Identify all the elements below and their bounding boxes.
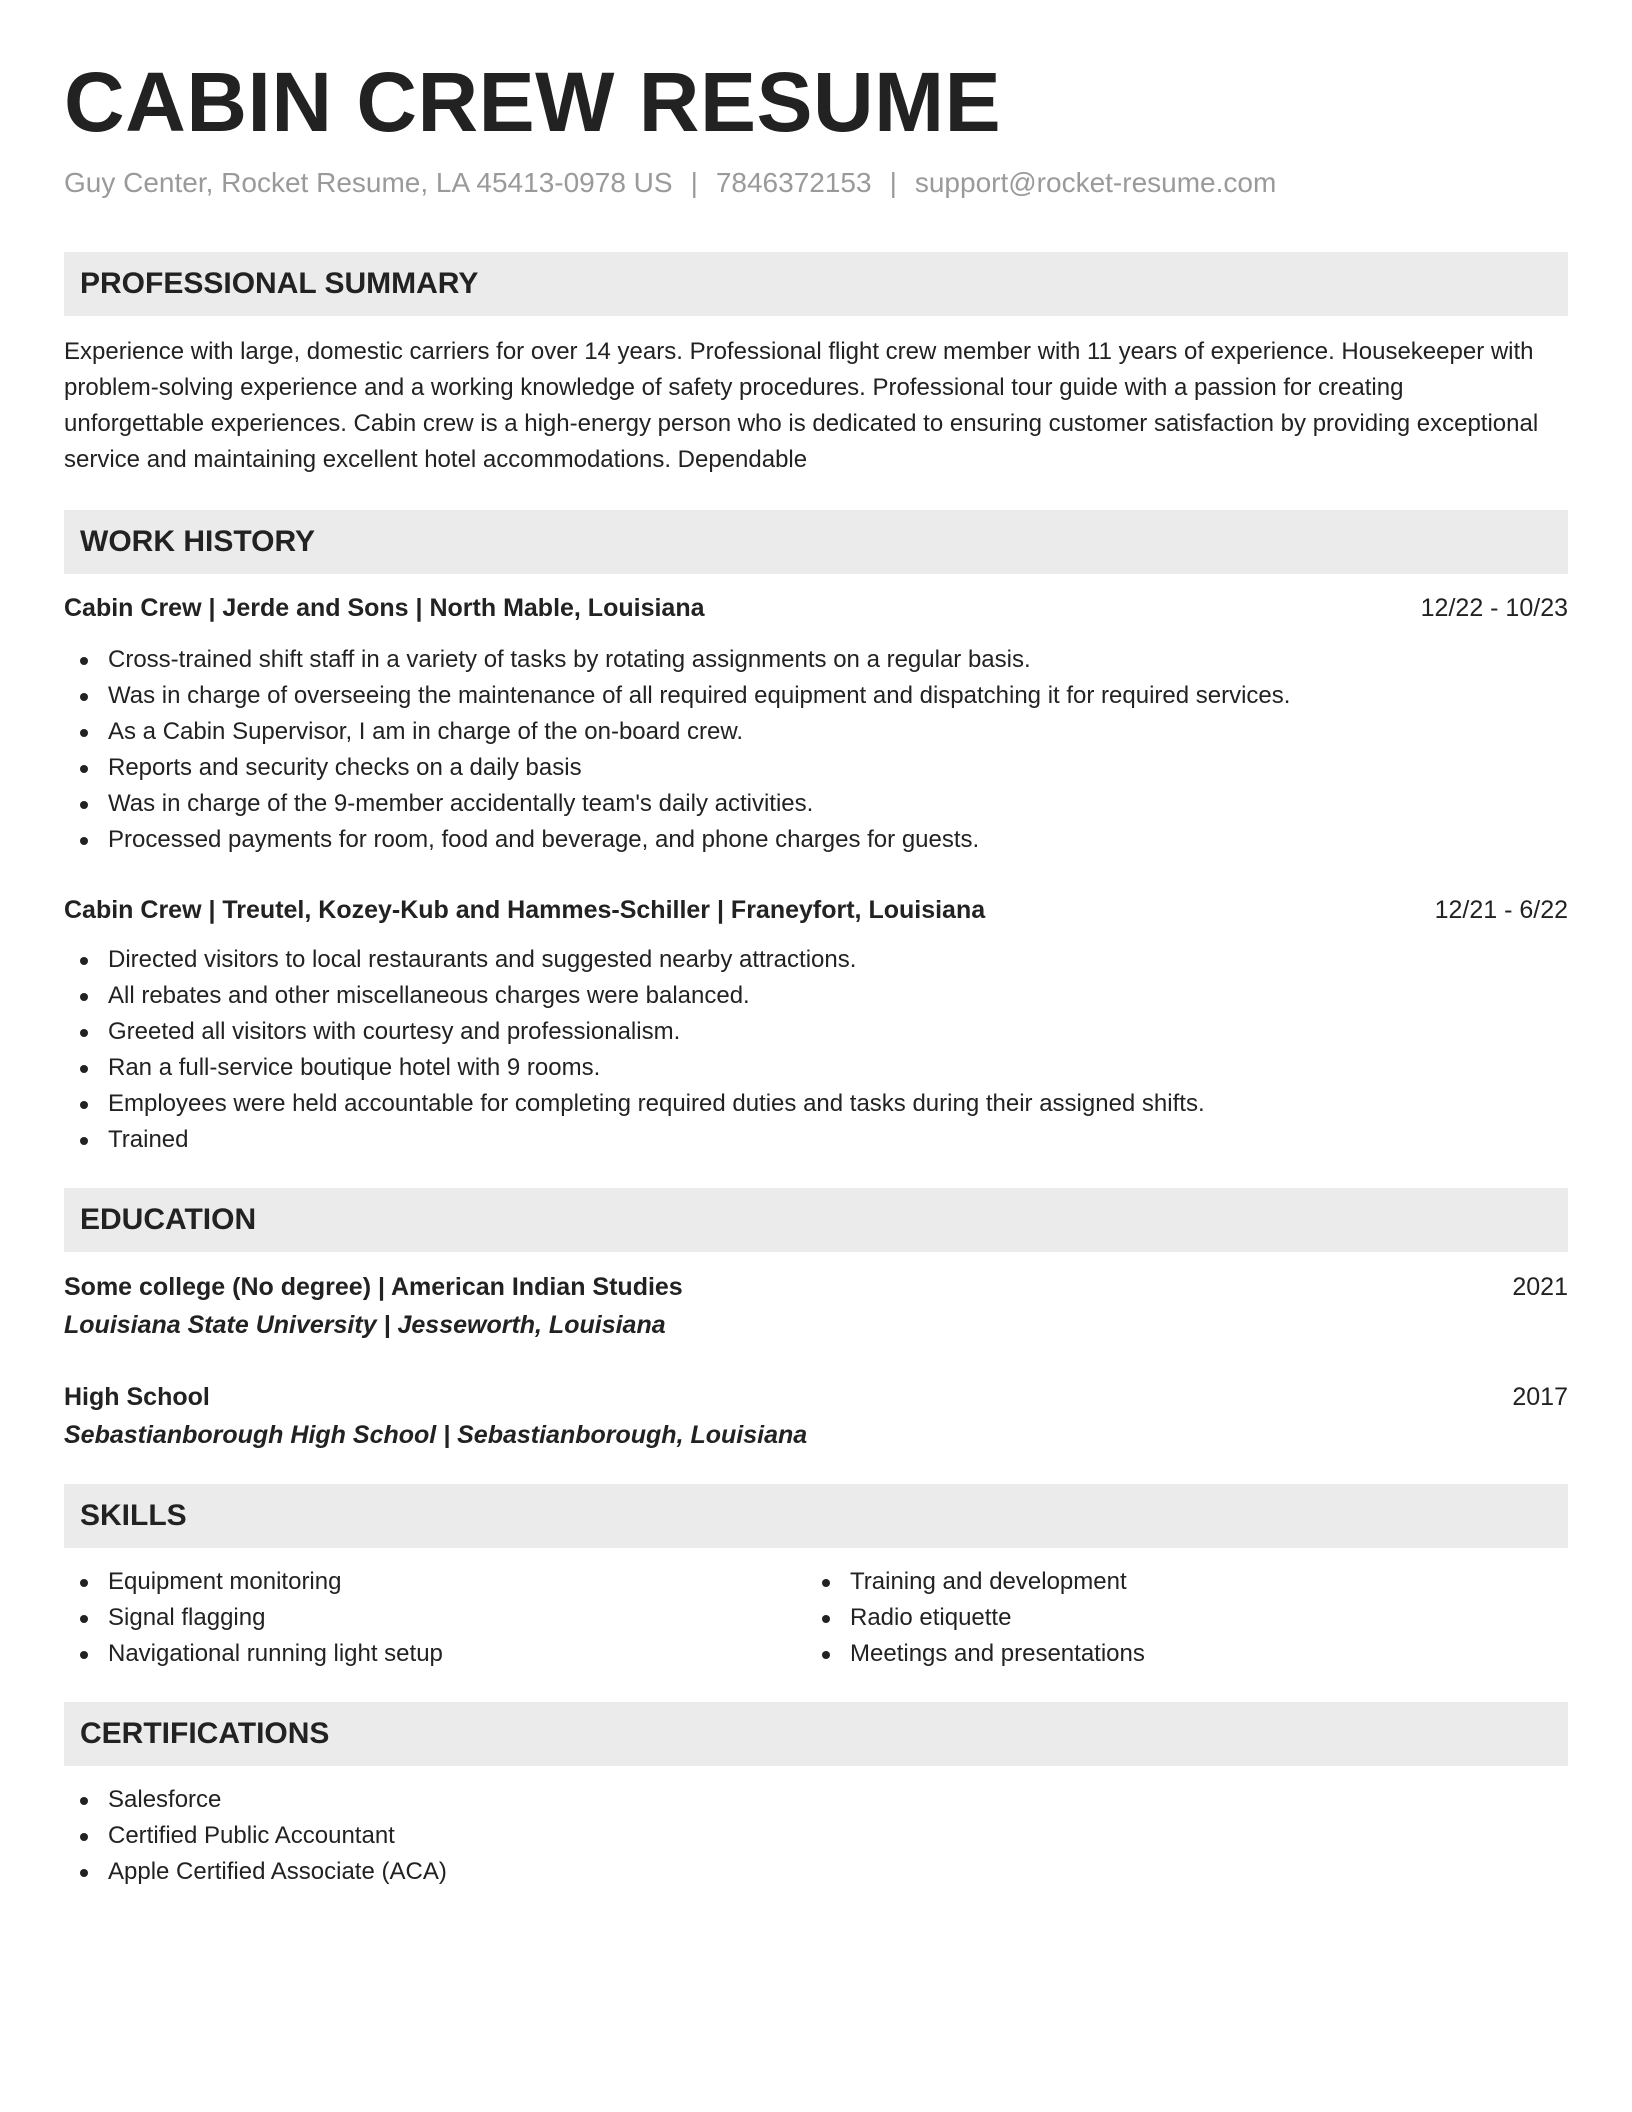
skill-item: Radio etiquette [806, 1600, 1548, 1636]
education-entry [64, 1268, 1568, 1344]
skill-item: Navigational running light setup [64, 1636, 806, 1672]
contact-separator: | [690, 167, 698, 199]
resume-page [64, 0, 1568, 1890]
job-bullet: Processed payments for room, food and beverage, and phone charges for guests. [64, 822, 1568, 858]
job-bullet: Trained [64, 1122, 1568, 1158]
education-entry [64, 1378, 1568, 1454]
certifications-list [64, 1782, 1568, 1890]
job-bullet: Was in charge of the 9-member accidentally team's daily activities. [64, 786, 1568, 822]
contact-separator: | [889, 167, 897, 199]
job-bullet: All rebates and other miscellaneous charges were balanced. [64, 978, 1568, 1014]
contact-email: support@rocket-resume.com [914, 167, 1277, 199]
job-title: Cabin Crew | Jerde and Sons | North Mable, Louisiana [64, 593, 705, 622]
education-degree: High School [64, 1382, 210, 1411]
section-header-summary: PROFESSIONAL SUMMARY [64, 252, 1568, 316]
education-year: 2017 [1512, 1382, 1568, 1411]
certification-item: Apple Certified Associate (ACA) [64, 1854, 1568, 1890]
job-bullet: Greeted all visitors with courtesy and professionalism. [64, 1014, 1568, 1050]
job-dates: 12/22 - 10/23 [1420, 593, 1568, 622]
education-year: 2021 [1512, 1272, 1568, 1301]
job-bullet-list [64, 942, 1568, 1158]
skill-item: Signal flagging [64, 1600, 806, 1636]
contact-address: Guy Center, Rocket Resume, LA 45413-0978 US [64, 167, 673, 199]
resume-title: CABIN CREW RESUME [64, 55, 1002, 149]
summary-text: Experience with large, domestic carriers for over 14 years. Professional flight crew member with 11 years of experience. Housekeeper with problem-solving experience and a working knowledge of safety procedures. Professional tour guide with a passion for creating unforgettable experiences. Cabin crew is a high-energy person who is dedicated to ensuring customer satisfaction by providing exceptional service and maintaining excellent hotel accommodations. Dependable [64, 337, 1539, 473]
job-bullet: Cross-trained shift staff in a variety of tasks by rotating assignments on a regular basis. [64, 642, 1568, 678]
skills-grid [64, 1564, 1568, 1672]
skill-item: Meetings and presentations [806, 1636, 1548, 1672]
section-header-skills: SKILLS [64, 1484, 1568, 1548]
skill-item: Training and development [806, 1564, 1548, 1600]
certification-item: Salesforce [64, 1782, 1568, 1818]
job-entry [64, 590, 1568, 858]
job-title: Cabin Crew | Treutel, Kozey-Kub and Hammes-Schiller | Franeyfort, Louisiana [64, 895, 986, 924]
education-school: Sebastianborough High School | Sebastianborough, Louisiana [64, 1420, 808, 1449]
education-school: Louisiana State University | Jesseworth, Louisiana [64, 1310, 666, 1339]
skills-list-left [64, 1564, 806, 1672]
job-bullet: Ran a full-service boutique hotel with 9 rooms. [64, 1050, 1568, 1086]
job-bullet: Was in charge of overseeing the maintenance of all required equipment and dispatching it for required services. [64, 678, 1568, 714]
skill-item: Equipment monitoring [64, 1564, 806, 1600]
job-bullet-list [64, 642, 1568, 858]
job-entry [64, 892, 1568, 1158]
education-degree: Some college (No degree) | American Indian Studies [64, 1272, 683, 1301]
job-bullet: As a Cabin Supervisor, I am in charge of the on-board crew. [64, 714, 1568, 750]
section-header-certifications: CERTIFICATIONS [64, 1702, 1568, 1766]
job-bullet: Reports and security checks on a daily basis [64, 750, 1568, 786]
section-header-work-history: WORK HISTORY [64, 510, 1568, 574]
job-bullet: Directed visitors to local restaurants and suggested nearby attractions. [64, 942, 1568, 978]
contact-phone: 7846372153 [715, 167, 872, 199]
section-header-education: EDUCATION [64, 1188, 1568, 1252]
job-dates: 12/21 - 6/22 [1434, 895, 1568, 924]
certification-item: Certified Public Accountant [64, 1818, 1568, 1854]
skills-list-right [806, 1564, 1548, 1672]
job-bullet: Employees were held accountable for completing required duties and tasks during their assigned shifts. [64, 1086, 1568, 1122]
contact-line [64, 166, 1568, 200]
